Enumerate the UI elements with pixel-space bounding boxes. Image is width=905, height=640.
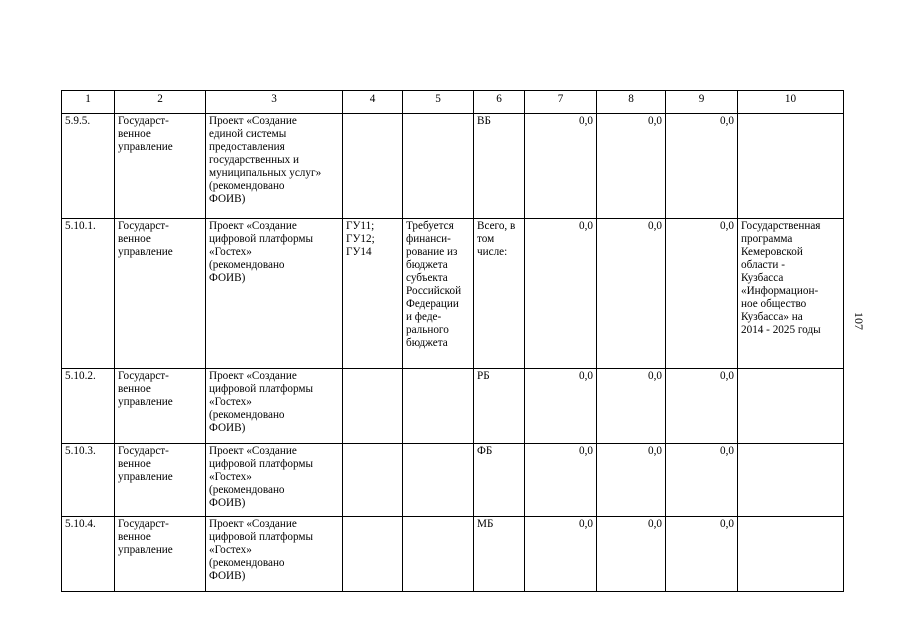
header-col-8: 8 — [597, 91, 666, 114]
row-value-8: 0,0 — [597, 444, 666, 517]
header-col-7: 7 — [525, 91, 597, 114]
row-program: Государственная программа Кемеровской области - Кузбасса «Информацион- ное общество Кузбасса» на 2014 - 2025 годы — [738, 219, 844, 369]
row-financing — [403, 517, 474, 592]
row-project: Проект «Создание цифровой платформы «Гостех» (рекомендовано ФОИВ) — [206, 444, 343, 517]
row-program — [738, 369, 844, 444]
row-sector: Государст- венное управление — [115, 369, 206, 444]
row-code: 5.10.3. — [62, 444, 115, 517]
row-program — [738, 444, 844, 517]
header-row — [62, 91, 844, 114]
row-code: 5.10.4. — [62, 517, 115, 592]
row-sector: Государст- венное управление — [115, 517, 206, 592]
row-value-8: 0,0 — [597, 114, 666, 219]
header-col-3: 3 — [206, 91, 343, 114]
header-col-5: 5 — [403, 91, 474, 114]
row-source: МБ — [474, 517, 525, 592]
header-col-1: 1 — [62, 91, 115, 114]
row-project: Проект «Создание единой системы предоставления государственных и муниципальных услуг» (рекомендовано ФОИВ) — [206, 114, 343, 219]
row-program — [738, 114, 844, 219]
row-code: 5.10.2. — [62, 369, 115, 444]
row-value-8: 0,0 — [597, 219, 666, 369]
table-row — [62, 219, 844, 369]
row-value-8: 0,0 — [597, 517, 666, 592]
row-gu-codes — [343, 444, 403, 517]
header-col-6: 6 — [474, 91, 525, 114]
row-value-7: 0,0 — [525, 444, 597, 517]
row-value-9: 0,0 — [666, 517, 738, 592]
row-value-7: 0,0 — [525, 369, 597, 444]
header-col-2: 2 — [115, 91, 206, 114]
row-sector: Государст- венное управление — [115, 219, 206, 369]
table-row — [62, 444, 844, 517]
table-row — [62, 114, 844, 219]
row-program — [738, 517, 844, 592]
header-col-4: 4 — [343, 91, 403, 114]
row-value-8: 0,0 — [597, 369, 666, 444]
row-value-9: 0,0 — [666, 369, 738, 444]
table-row — [62, 369, 844, 444]
row-source: Всего, в том числе: — [474, 219, 525, 369]
row-value-9: 0,0 — [666, 219, 738, 369]
row-source: ФБ — [474, 444, 525, 517]
row-gu-codes — [343, 369, 403, 444]
row-sector: Государст- венное управление — [115, 444, 206, 517]
table-row — [62, 517, 844, 592]
header-col-9: 9 — [666, 91, 738, 114]
page-number: 107 — [852, 312, 866, 330]
row-value-9: 0,0 — [666, 114, 738, 219]
row-project: Проект «Создание цифровой платформы «Гостех» (рекомендовано ФОИВ) — [206, 219, 343, 369]
row-financing — [403, 444, 474, 517]
measures-table — [61, 90, 844, 592]
row-project: Проект «Создание цифровой платформы «Гостех» (рекомендовано ФОИВ) — [206, 369, 343, 444]
row-sector: Государст- венное управление — [115, 114, 206, 219]
row-project: Проект «Создание цифровой платформы «Гостех» (рекомендовано ФОИВ) — [206, 517, 343, 592]
row-value-9: 0,0 — [666, 444, 738, 517]
row-source: РБ — [474, 369, 525, 444]
row-gu-codes — [343, 517, 403, 592]
row-code: 5.9.5. — [62, 114, 115, 219]
row-gu-codes — [343, 114, 403, 219]
row-source: ВБ — [474, 114, 525, 219]
row-value-7: 0,0 — [525, 517, 597, 592]
row-financing — [403, 114, 474, 219]
row-financing — [403, 369, 474, 444]
header-col-10: 10 — [738, 91, 844, 114]
row-gu-codes: ГУ11; ГУ12; ГУ14 — [343, 219, 403, 369]
row-code: 5.10.1. — [62, 219, 115, 369]
row-value-7: 0,0 — [525, 219, 597, 369]
row-value-7: 0,0 — [525, 114, 597, 219]
row-financing: Требуется финанси- рование из бюджета субъекта Российской Федерации и феде- рального бюджета — [403, 219, 474, 369]
